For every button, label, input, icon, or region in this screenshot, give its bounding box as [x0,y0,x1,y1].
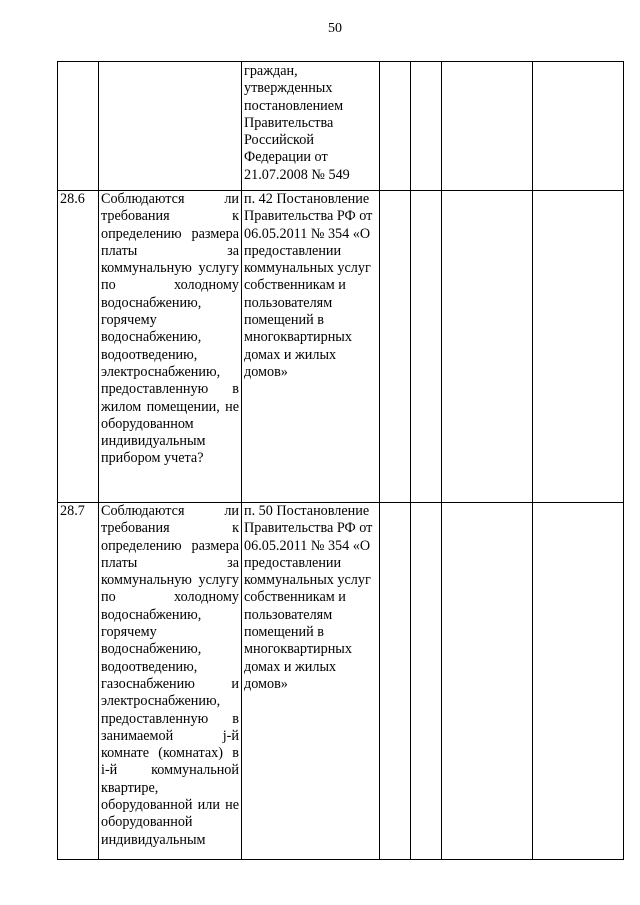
legal-reference-cell: п. 42 Постановление Правительства РФ от 06.05.2011 № 354 «О предоставлении коммунальных услуг собственникам и пользователям помещений в многоквартирных домах и жилых домов» [242,191,380,503]
empty-cell [380,503,411,860]
empty-cell [533,62,624,191]
legal-reference-cell: п. 50 Постановление Правительства РФ от 06.05.2011 № 354 «О предоставлении коммунальных услуг собственникам и пользователям помещений в многоквартирных домах и жилых домов» [242,503,380,860]
table-row [58,503,624,860]
empty-cell [442,503,533,860]
table-row [58,191,624,503]
empty-cell [533,191,624,503]
row-number-cell [58,62,99,191]
empty-cell [380,191,411,503]
inspection-checklist-table [57,61,624,860]
requirement-cell: Соблюдаются ли требования к определению размера платы за коммунальную услугу по холодному водоснабжению, горячему водоснабжению, водоотведению, электроснабжению, предоставленную в жилом помещении, не оборудованном индивидуальным прибором учета? [99,191,242,503]
empty-cell [533,503,624,860]
legal-reference-text: граждан, утвержденных постановлением Правительства Российской Федерации от 21.07.2008 № 549 [244,63,350,183]
empty-cell [411,62,442,191]
empty-cell [442,62,533,191]
page-number: 50 [328,21,342,36]
table-row [58,62,624,191]
legal-reference-cell [242,62,380,191]
row-number-cell: 28.6 [58,191,99,503]
empty-cell [380,62,411,191]
requirement-cell [99,62,242,191]
empty-cell [442,191,533,503]
empty-cell [411,503,442,860]
requirement-cell: Соблюдаются ли требования к определению размера платы за коммунальную услугу по холодному водоснабжению, горячему водоснабжению, водоотведению, газоснабжению и электроснабжению, предоставленную в занимаемой j-й комнате (комнатах) в i-й коммунальной квартире, оборудованной или не оборудованной индивидуальным [99,503,242,860]
row-number-cell: 28.7 [58,503,99,860]
empty-cell [411,191,442,503]
